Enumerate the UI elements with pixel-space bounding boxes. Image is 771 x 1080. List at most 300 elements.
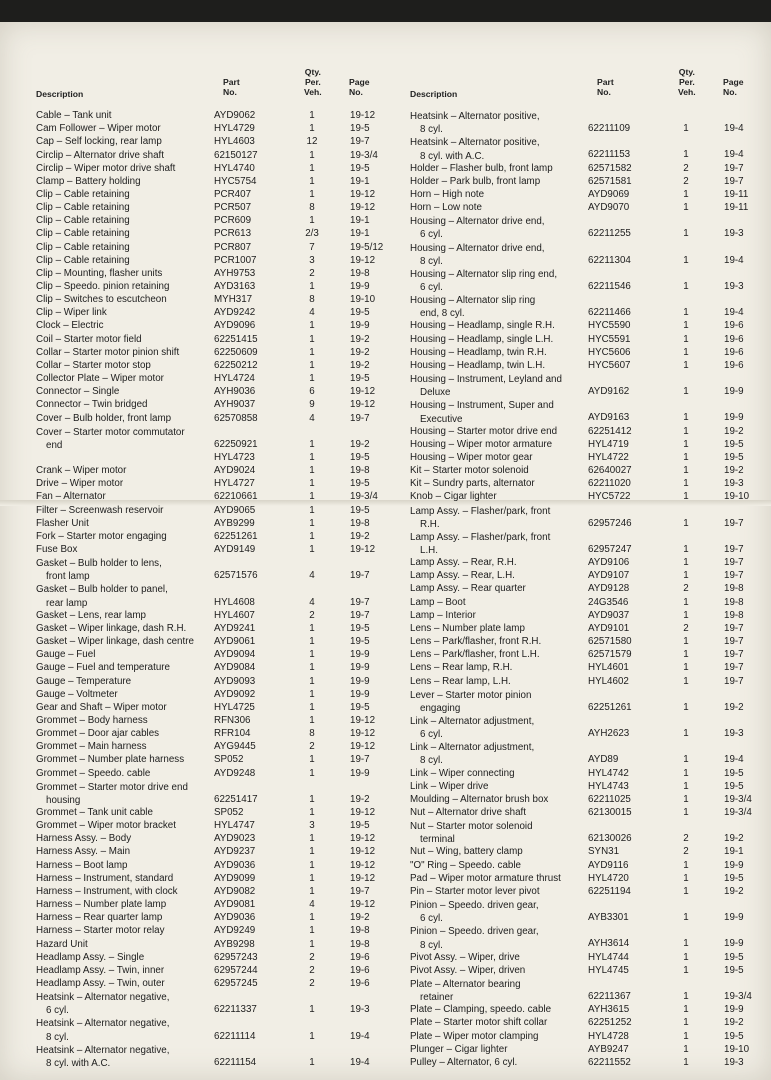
description-line: Lamp Assy. – Rear, R.H. bbox=[410, 557, 517, 569]
part-number: 62130015 bbox=[588, 807, 632, 818]
quantity: 6 bbox=[309, 386, 315, 398]
row-description bbox=[36, 334, 142, 345]
description-line: Grommet – Main harness bbox=[36, 741, 147, 753]
page-number: 19-9 bbox=[350, 281, 370, 292]
description-line: Gauge – Fuel and temperature bbox=[36, 662, 170, 674]
quantity: 1 bbox=[309, 807, 315, 818]
description-line: Lens – Park/flasher, front L.H. bbox=[410, 649, 540, 661]
page-number: 19-7 bbox=[724, 662, 744, 674]
table-row bbox=[36, 307, 398, 320]
description-continuation: R.H. bbox=[420, 518, 440, 530]
quantity: 1 bbox=[309, 833, 315, 845]
part-number: AYD9237 bbox=[214, 846, 256, 858]
table-row bbox=[36, 623, 398, 636]
page-number: 19-1 bbox=[350, 175, 370, 187]
page-number: 19-5 bbox=[350, 478, 370, 490]
description-continuation: L.H. bbox=[420, 545, 438, 556]
table-row bbox=[36, 136, 398, 149]
table-row bbox=[410, 781, 755, 794]
quantity: 1 bbox=[683, 333, 689, 345]
description-line: Holder – Flasher bulb, front lamp bbox=[410, 162, 553, 174]
description-continuation: Executive bbox=[420, 413, 463, 425]
row-description bbox=[36, 925, 165, 936]
quantity: 1 bbox=[683, 320, 689, 332]
quantity: 1 bbox=[309, 649, 315, 661]
description-line: Lamp Assy. – Flasher/park, front bbox=[410, 531, 551, 543]
quantity: 2 bbox=[683, 583, 689, 595]
quantity: 1 bbox=[683, 885, 689, 897]
part-number: 62251194 bbox=[588, 885, 631, 897]
row-description bbox=[36, 386, 119, 397]
quantity: 1 bbox=[309, 912, 315, 924]
quantity: 1 bbox=[309, 1030, 315, 1042]
qty-header-line: Per. bbox=[304, 77, 321, 87]
quantity: 1 bbox=[683, 478, 689, 490]
quantity: 1 bbox=[683, 793, 689, 805]
table-row bbox=[36, 505, 398, 518]
part-number: 62251412 bbox=[588, 425, 632, 437]
part-number: RFN306 bbox=[214, 714, 251, 726]
part-number: 62130026 bbox=[588, 833, 632, 845]
page-number: 19-5 bbox=[724, 964, 744, 976]
page-number: 19-9 bbox=[724, 412, 744, 424]
table-row bbox=[410, 1044, 755, 1057]
quantity: 1 bbox=[683, 938, 689, 950]
part-number: HYL4747 bbox=[214, 820, 255, 832]
description-line: Circlip – Wiper motor drive shaft bbox=[36, 162, 176, 174]
table-row bbox=[410, 689, 755, 715]
quantity: 2 bbox=[683, 622, 689, 634]
quantity: 1 bbox=[309, 504, 315, 516]
table-row bbox=[36, 965, 398, 978]
row-description bbox=[410, 846, 523, 857]
quantity: 1 bbox=[309, 320, 315, 332]
table-row bbox=[36, 413, 398, 426]
part-number: PCR613 bbox=[214, 228, 252, 240]
table-row bbox=[410, 715, 755, 741]
part-number: AYD9084 bbox=[214, 662, 256, 674]
description-line: Moulding – Alternator brush box bbox=[410, 793, 549, 805]
part-number: HYL4728 bbox=[588, 1030, 629, 1042]
row-description bbox=[36, 912, 162, 923]
page-number: 19-8 bbox=[350, 925, 370, 937]
page-number: 19-12 bbox=[350, 399, 376, 411]
part-number: AYD9248 bbox=[214, 767, 256, 779]
table-row bbox=[410, 899, 755, 925]
description-line: Collector Plate – Wiper motor bbox=[36, 373, 164, 384]
part-number: PCR609 bbox=[214, 215, 252, 227]
page-number: 19-5 bbox=[350, 123, 370, 135]
page-number: 19-2 bbox=[350, 346, 370, 358]
row-description bbox=[36, 242, 130, 253]
quantity: 1 bbox=[683, 451, 689, 463]
table-row bbox=[36, 110, 398, 123]
description-line: Collar – Starter motor pinion shift bbox=[36, 346, 180, 358]
qty-header-line: Veh. bbox=[304, 87, 322, 97]
row-description bbox=[36, 544, 77, 555]
quantity: 1 bbox=[309, 162, 315, 174]
table-row bbox=[36, 754, 398, 767]
page-number: 19-7 bbox=[724, 649, 744, 661]
qty-header bbox=[678, 67, 696, 97]
quantity: 1 bbox=[309, 767, 315, 779]
description-line: Grommet – Speedo. cable bbox=[36, 767, 151, 779]
page-number: 19-5 bbox=[350, 451, 370, 463]
table-row bbox=[36, 583, 398, 609]
quantity: 1 bbox=[683, 1043, 689, 1055]
page-header-line: Page bbox=[723, 77, 744, 87]
part-number: HYL4603 bbox=[214, 136, 255, 148]
part-number: AYD9062 bbox=[214, 110, 256, 121]
part-header-line: Part bbox=[223, 77, 240, 87]
page-number: 19-10 bbox=[350, 294, 376, 306]
quantity: 1 bbox=[683, 346, 689, 358]
row-description bbox=[36, 228, 130, 239]
page-number: 19-3 bbox=[724, 728, 744, 740]
row-description bbox=[410, 741, 534, 767]
table-row bbox=[36, 347, 398, 360]
description-continuation: 8 cyl. bbox=[420, 124, 443, 136]
part-number: HYL4742 bbox=[588, 767, 629, 779]
row-description bbox=[36, 662, 170, 673]
table-row bbox=[36, 531, 398, 544]
page-number: 19-3/4 bbox=[350, 149, 378, 161]
quantity: 1 bbox=[309, 754, 315, 766]
quantity: 8 bbox=[309, 728, 315, 740]
description-line: Link – Alternator adjustment, bbox=[410, 742, 535, 754]
part-number: 62251415 bbox=[214, 333, 258, 345]
quantity: 1 bbox=[683, 662, 689, 674]
quantity: 1 bbox=[309, 714, 315, 726]
quantity: 1 bbox=[309, 925, 315, 937]
row-description bbox=[36, 360, 151, 371]
page-number: 19-12 bbox=[350, 188, 376, 200]
part-number: 62211552 bbox=[588, 1056, 631, 1068]
part-number: AYD9241 bbox=[214, 622, 256, 634]
catalog-page bbox=[0, 22, 771, 1080]
part-number: 62250921 bbox=[214, 438, 258, 450]
row-description bbox=[410, 689, 531, 715]
row-description bbox=[410, 794, 548, 805]
part-number: 62211337 bbox=[214, 1004, 257, 1016]
table-row bbox=[36, 689, 398, 702]
row-description bbox=[410, 1031, 539, 1042]
row-description bbox=[410, 373, 562, 399]
table-row bbox=[410, 189, 755, 202]
description-line: Pinion – Speedo. driven gear, bbox=[410, 926, 539, 938]
table-row bbox=[410, 465, 755, 478]
quantity: 1 bbox=[309, 149, 315, 161]
part-number: 62211114 bbox=[214, 1030, 256, 1042]
qty-header bbox=[304, 67, 322, 97]
row-description bbox=[36, 176, 141, 187]
table-row bbox=[410, 610, 755, 623]
page-number: 19-12 bbox=[350, 110, 376, 121]
page-number: 19-3/4 bbox=[350, 491, 378, 503]
table-row bbox=[36, 741, 398, 754]
row-description bbox=[36, 1044, 169, 1070]
part-number: HYL4601 bbox=[588, 662, 629, 674]
row-description bbox=[36, 426, 185, 452]
row-description bbox=[36, 1017, 169, 1043]
quantity: 9 bbox=[309, 399, 315, 411]
qty-header-line: Qty. bbox=[304, 67, 321, 77]
page-number: 19-12 bbox=[350, 807, 376, 818]
table-row bbox=[36, 215, 398, 228]
table-row bbox=[36, 939, 398, 952]
page-number: 19-9 bbox=[724, 912, 744, 924]
quantity: 4 bbox=[309, 307, 315, 319]
table-row bbox=[410, 202, 755, 215]
row-description bbox=[410, 610, 476, 621]
quantity: 1 bbox=[683, 754, 689, 766]
quantity: 1 bbox=[683, 188, 689, 200]
page-number: 19-2 bbox=[350, 359, 370, 371]
row-description bbox=[410, 649, 540, 660]
table-row bbox=[410, 360, 755, 373]
description-continuation: 8 cyl. with A.C. bbox=[46, 1057, 111, 1069]
row-description bbox=[410, 978, 521, 1004]
page-number: 19-3 bbox=[724, 228, 744, 240]
table-row bbox=[410, 505, 755, 531]
table-row bbox=[410, 846, 755, 859]
table-row bbox=[410, 1017, 755, 1030]
row-description bbox=[410, 294, 535, 320]
description-line: Lens – Rear lamp, L.H. bbox=[410, 675, 511, 687]
row-description bbox=[36, 583, 168, 609]
table-row bbox=[410, 597, 755, 610]
description-line: Harness – Instrument, standard bbox=[36, 872, 174, 884]
page-header-line: No. bbox=[723, 87, 737, 97]
table-row bbox=[410, 334, 755, 347]
part-number: 62957246 bbox=[588, 517, 632, 529]
quantity: 1 bbox=[683, 570, 689, 582]
page-number: 19-7 bbox=[724, 557, 744, 569]
page-number: 19-2 bbox=[724, 833, 744, 845]
table-row bbox=[36, 715, 398, 728]
page-number: 19-5 bbox=[350, 373, 370, 384]
page-number: 19-7 bbox=[350, 754, 370, 766]
row-description bbox=[36, 281, 169, 292]
table-row bbox=[36, 649, 398, 662]
table-row bbox=[410, 452, 755, 465]
page-number: 19-4 bbox=[724, 149, 744, 161]
page-number: 19-7 bbox=[350, 885, 370, 897]
description-line: Housing – Alternator slip ring bbox=[410, 295, 536, 307]
part-number: AYD9093 bbox=[214, 675, 256, 687]
table-row bbox=[36, 150, 398, 163]
row-description bbox=[36, 978, 165, 989]
row-description bbox=[36, 807, 153, 818]
table-row bbox=[410, 1004, 755, 1017]
description-line: Lamp Assy. – Rear, L.H. bbox=[410, 570, 515, 582]
table-row bbox=[36, 557, 398, 583]
part-header-line: No. bbox=[223, 87, 237, 97]
description-line: Harness – Number plate lamp bbox=[36, 899, 167, 910]
description-line: Heatsink – Alternator positive, bbox=[410, 111, 540, 122]
table-row bbox=[410, 491, 755, 504]
quantity: 1 bbox=[683, 1004, 689, 1016]
page-number: 19-2 bbox=[350, 333, 370, 345]
page-number: 19-5 bbox=[350, 622, 370, 634]
quantity: 3 bbox=[309, 254, 315, 266]
part-header-line: No. bbox=[597, 87, 611, 97]
page-number: 19-6 bbox=[724, 346, 744, 358]
table-row bbox=[410, 176, 755, 189]
page-number: 19-2 bbox=[724, 1017, 744, 1029]
part-number: HYC5722 bbox=[588, 491, 631, 503]
description-line: Drive – Wiper motor bbox=[36, 478, 124, 490]
row-description bbox=[410, 452, 533, 463]
page-number: 19-12 bbox=[350, 859, 376, 871]
row-description bbox=[410, 1057, 517, 1068]
description-continuation: housing bbox=[46, 794, 81, 806]
quantity: 1 bbox=[683, 701, 689, 713]
part-number: RFR104 bbox=[214, 728, 251, 740]
quantity: 1 bbox=[309, 373, 315, 384]
page-no-header bbox=[723, 77, 744, 97]
quantity: 2 bbox=[309, 951, 315, 963]
table-row bbox=[410, 294, 755, 320]
description-line: Headlamp Assy. – Twin, inner bbox=[36, 964, 165, 976]
part-number: 62251261 bbox=[214, 530, 258, 542]
table-row bbox=[410, 741, 755, 767]
description-continuation: 6 cyl. bbox=[420, 282, 443, 293]
part-number: HYC5590 bbox=[588, 320, 631, 332]
quantity: 1 bbox=[683, 1030, 689, 1042]
row-description bbox=[410, 557, 517, 568]
row-description bbox=[410, 1004, 551, 1015]
description-line: Grommet – Tank unit cable bbox=[36, 807, 153, 818]
part-number: AYB9247 bbox=[588, 1043, 629, 1055]
row-description bbox=[410, 636, 541, 647]
quantity: 1 bbox=[683, 149, 689, 161]
part-number: 62571582 bbox=[588, 162, 632, 174]
row-description bbox=[36, 255, 130, 266]
page-number: 19-5 bbox=[350, 636, 370, 647]
page-number: 19-5 bbox=[724, 872, 744, 884]
page-number: 19-6 bbox=[350, 964, 370, 976]
page-number: 19-9 bbox=[350, 649, 370, 661]
part-number: 62250212 bbox=[214, 359, 258, 371]
description-line: Pivot Assy. – Wiper, drive bbox=[410, 951, 520, 963]
table-row bbox=[36, 373, 398, 386]
description-continuation: 8 cyl. bbox=[420, 255, 443, 267]
page-number: 19-9 bbox=[350, 675, 370, 687]
description-continuation: terminal bbox=[420, 834, 455, 846]
quantity: 1 bbox=[683, 543, 689, 555]
table-row bbox=[36, 925, 398, 938]
description-line: Grommet – Door ajar cables bbox=[36, 728, 160, 740]
part-number: 62251417 bbox=[214, 793, 258, 805]
description-continuation: 8 cyl. bbox=[46, 1031, 69, 1043]
row-description bbox=[36, 373, 164, 384]
part-number: AYD9036 bbox=[214, 912, 256, 924]
page-number: 19-5 bbox=[724, 767, 744, 779]
description-line: Clamp – Battery holding bbox=[36, 175, 141, 187]
row-description bbox=[36, 846, 130, 857]
part-number: 62211153 bbox=[588, 149, 631, 161]
page-number: 19-2 bbox=[724, 885, 744, 897]
description-line: Pinion – Speedo. driven gear, bbox=[410, 900, 539, 911]
description-line: Harness – Boot lamp bbox=[36, 859, 128, 871]
quantity: 1 bbox=[309, 688, 315, 700]
part-number: AYD9037 bbox=[588, 609, 630, 621]
page-number: 19-3/4 bbox=[724, 991, 752, 1003]
quantity: 1 bbox=[309, 662, 315, 674]
row-description bbox=[36, 518, 89, 529]
page-number: 19-8 bbox=[350, 267, 370, 279]
part-number: 62211025 bbox=[588, 793, 631, 805]
table-row bbox=[410, 439, 755, 452]
quantity: 1 bbox=[309, 346, 315, 358]
description-line: Housing – Alternator drive end, bbox=[410, 242, 545, 254]
page-number: 19-1 bbox=[350, 228, 370, 240]
table-row bbox=[36, 978, 398, 991]
quantity: 4 bbox=[309, 596, 315, 608]
row-description bbox=[410, 163, 553, 174]
table-row bbox=[36, 702, 398, 715]
table-row bbox=[36, 386, 398, 399]
quantity: 1 bbox=[309, 1004, 315, 1016]
row-description bbox=[410, 189, 484, 200]
page-number: 19-12 bbox=[350, 741, 376, 753]
page-number: 19-12 bbox=[350, 833, 376, 845]
quantity: 1 bbox=[683, 991, 689, 1003]
part-number: 62211154 bbox=[214, 1056, 257, 1068]
description-line: Clip – Cable retaining bbox=[36, 202, 130, 214]
part-number: AYD9101 bbox=[588, 622, 630, 634]
quantity: 1 bbox=[683, 807, 689, 818]
table-row bbox=[410, 952, 755, 965]
part-number: AYD9149 bbox=[214, 544, 256, 555]
description-line: Grommet – Wiper motor bracket bbox=[36, 820, 176, 832]
part-number: 62640027 bbox=[588, 465, 632, 477]
part-number: 62957243 bbox=[214, 951, 258, 963]
page-number: 19-3 bbox=[724, 280, 744, 292]
table-row bbox=[36, 912, 398, 925]
page-number: 19-12 bbox=[350, 728, 376, 740]
quantity: 1 bbox=[683, 412, 689, 424]
row-description bbox=[36, 150, 164, 161]
quantity: 1 bbox=[309, 465, 315, 477]
table-row bbox=[410, 268, 755, 294]
table-row bbox=[36, 1017, 398, 1043]
description-line: Horn – Low note bbox=[410, 202, 482, 214]
description-line: Cover – Bulb holder, front lamp bbox=[36, 412, 172, 424]
description-line: Clip – Cable retaining bbox=[36, 215, 130, 227]
quantity: 1 bbox=[309, 938, 315, 950]
part-number: 62210661 bbox=[214, 491, 258, 503]
table-row bbox=[410, 163, 755, 176]
table-row bbox=[36, 991, 398, 1017]
page-number: 19-3 bbox=[350, 1004, 370, 1016]
part-number: AYH9036 bbox=[214, 386, 256, 398]
part-number: HYL4724 bbox=[214, 373, 255, 384]
description-line: Link – Wiper connecting bbox=[410, 767, 515, 779]
page-number: 19-7 bbox=[724, 636, 744, 647]
description-continuation: front lamp bbox=[46, 571, 90, 583]
part-number: AYD9023 bbox=[214, 833, 256, 845]
part-number: 62211304 bbox=[588, 254, 631, 266]
part-number: AYD9070 bbox=[588, 202, 630, 214]
qty-header-line: Per. bbox=[678, 77, 695, 87]
row-description bbox=[36, 215, 130, 226]
row-description bbox=[410, 202, 482, 213]
quantity: 2 bbox=[683, 175, 689, 187]
description-line: Housing – Headlamp, single R.H. bbox=[410, 320, 555, 332]
description-line: Cap – Self locking, rear lamp bbox=[36, 136, 162, 148]
